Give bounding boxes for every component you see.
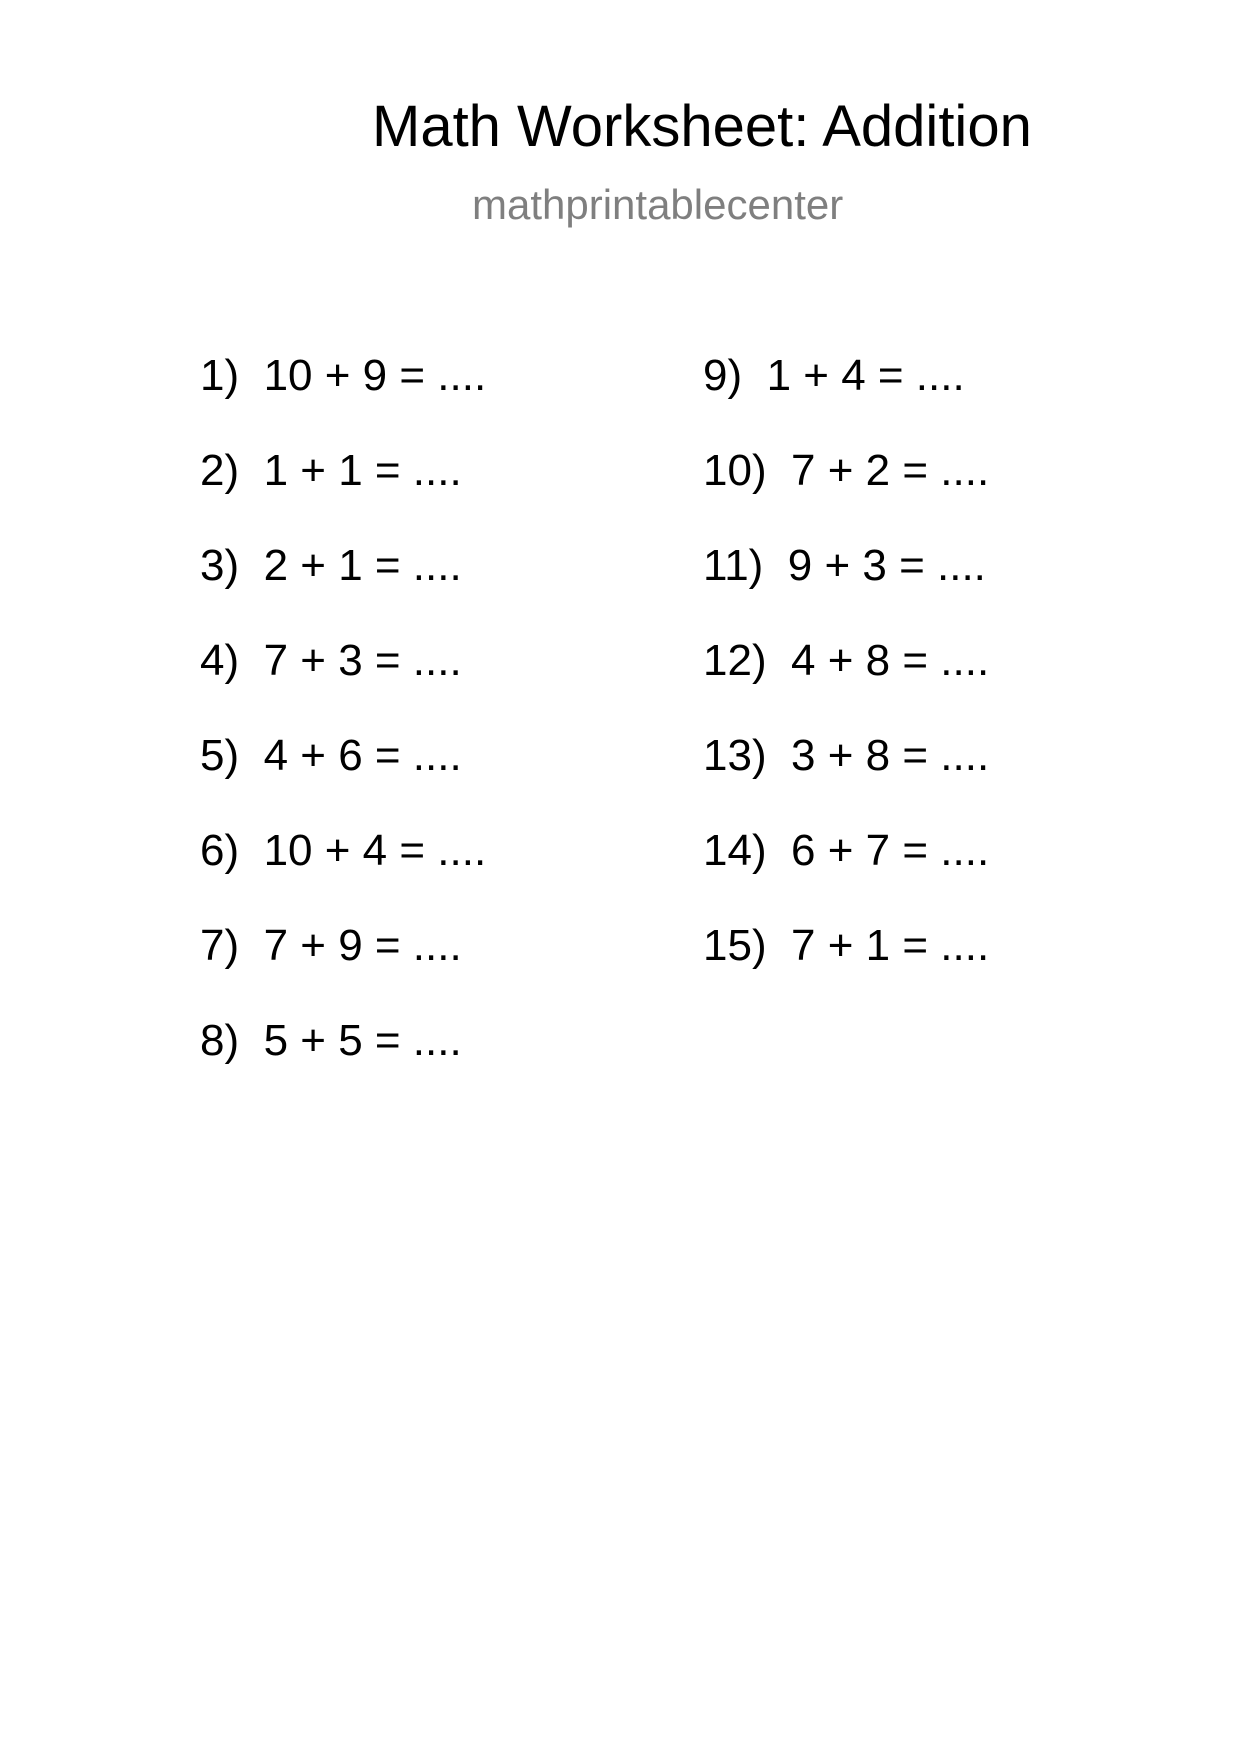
problem-item: 7) 7 + 9 = .... <box>200 921 462 970</box>
problem-item: 5) 4 + 6 = .... <box>200 731 462 780</box>
problem-item: 14) 6 + 7 = .... <box>703 826 990 875</box>
problem-item: 6) 10 + 4 = .... <box>200 826 487 875</box>
problem-item: 4) 7 + 3 = .... <box>200 636 462 685</box>
problem-item: 12) 4 + 8 = .... <box>703 636 990 685</box>
problem-item: 15) 7 + 1 = .... <box>703 921 990 970</box>
problem-item: 1) 10 + 9 = .... <box>200 351 487 400</box>
worksheet-title: Math Worksheet: Addition <box>372 94 1032 159</box>
problem-item: 9) 1 + 4 = .... <box>703 351 965 400</box>
problem-item: 8) 5 + 5 = .... <box>200 1016 462 1065</box>
problem-item: 10) 7 + 2 = .... <box>703 446 990 495</box>
problem-item: 11) 9 + 3 = .... <box>703 541 986 590</box>
worksheet-source: mathprintablecenter <box>472 181 844 228</box>
problem-item: 2) 1 + 1 = .... <box>200 446 462 495</box>
problem-item: 3) 2 + 1 = .... <box>200 541 462 590</box>
problem-item: 13) 3 + 8 = .... <box>703 731 990 780</box>
problem-column-right <box>703 351 990 1019</box>
problem-column-left <box>200 351 487 1114</box>
